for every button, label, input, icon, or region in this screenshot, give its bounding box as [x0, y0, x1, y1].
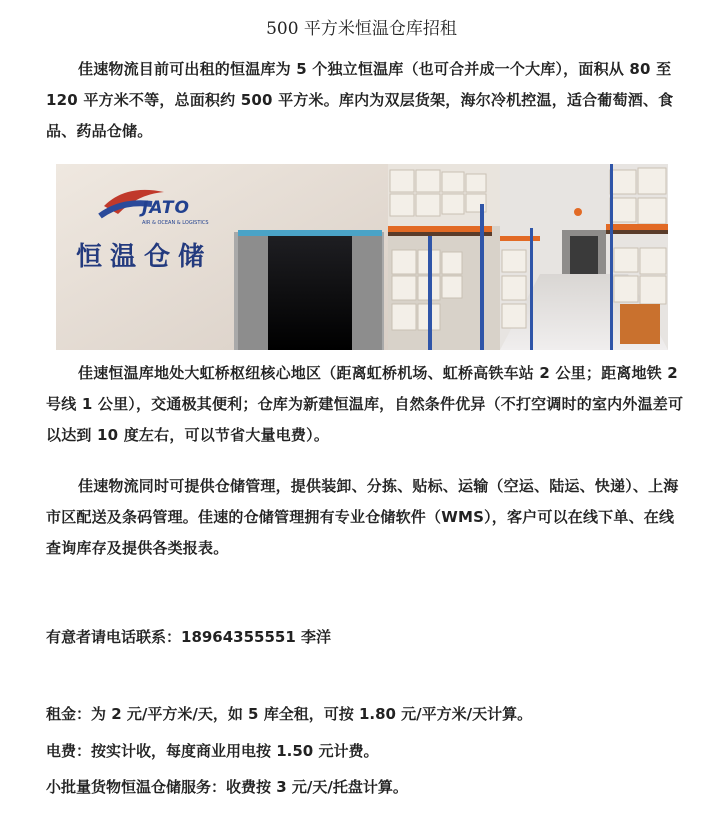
location-paragraph: 佳速恒温库地处大虹桥枢纽核心地区（距离虹桥机场、虹桥高铁车站 2 公里；距离地铁 2 号线 1 公里），交通极其便利；仓库为新建恒温库，自然条件优异（不打空调时的室内外温差可以达到 10 度左右，可以节省大量电费）。 — [46, 364, 684, 444]
warehouse-photos — [56, 164, 668, 350]
rent-line: 租金：为 2 元/平方米/天，如 5 库全租，可按 1.80 元/平方米/天计算。 — [46, 705, 533, 723]
intro-paragraph: 佳速物流目前可出租的恒温库为 5 个独立恒温库（也可合并成一个大库），面积从 80 至 120 平方米不等，总面积约 500 平方米。库内为双层货架，海尔冷机控温，适合葡萄酒、食品、药品仓储。 — [46, 60, 674, 140]
page-title: 500 平方米恒温仓库招租 — [266, 19, 457, 39]
logo-text: JATO — [142, 198, 190, 218]
contact-line: 有意者请电话联系：18964355551 李洋 — [46, 628, 332, 646]
electricity-line: 电费：按实计收，每度商业用电按 1.50 元计费。 — [46, 742, 379, 760]
sign-wall-photo — [56, 164, 388, 350]
aisle-photo — [500, 164, 668, 350]
shelves-photo-left — [388, 164, 500, 350]
sign-text: 恒温仓储 — [76, 242, 213, 272]
small-batch-line: 小批量货物恒温仓储服务：收费按 3 元/天/托盘计算。 — [46, 778, 408, 796]
logo-subtext: AIR & OCEAN & LOGISTICS — [142, 220, 209, 226]
services-paragraph: 佳速物流同时可提供仓储管理，提供装卸、分拣、贴标、运输（空运、陆运、快递）、上海市区配送及条码管理。佳速的仓储管理拥有专业仓储软件（WMS），客户可以在线下单、在线查询库存及提供各类报表。 — [46, 477, 679, 557]
